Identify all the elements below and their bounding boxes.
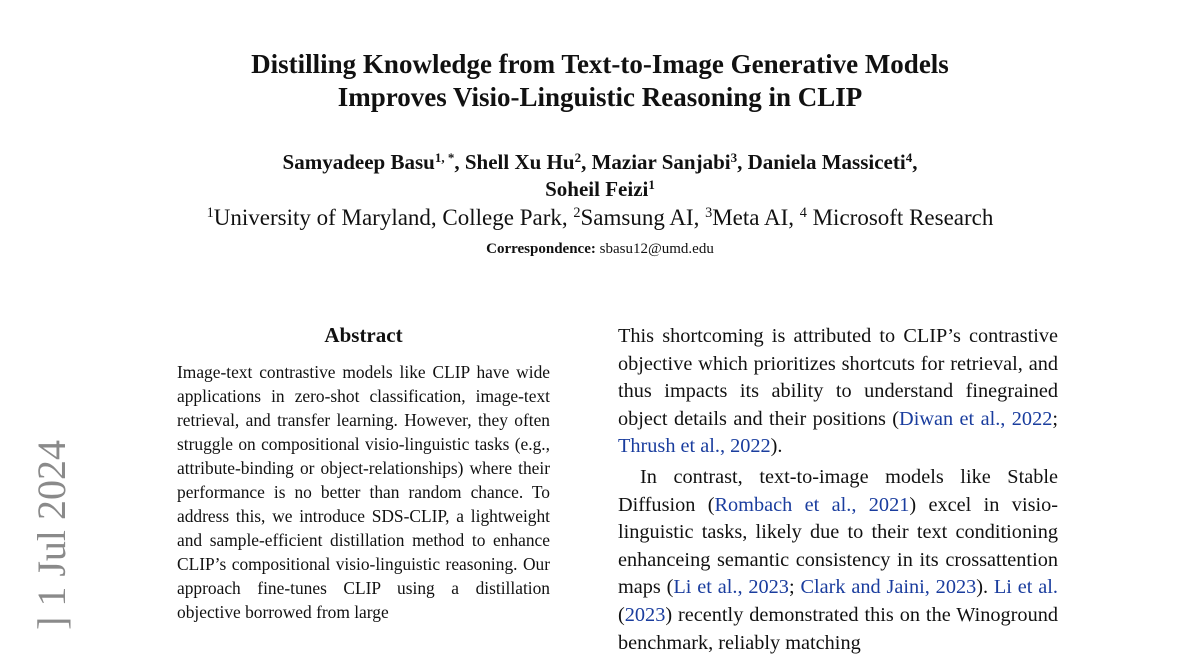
paragraph	[618, 323, 1058, 461]
paragraph-text: ) recently demonstrated this on the Winoground benchmark, reliably matching	[618, 603, 1058, 654]
paragraph-text: In contrast, text-to-image models like Stable Diffusion (	[618, 465, 1058, 516]
author-line-1: Samyadeep Basu$^{1, *}$, Shell Xu Hu$^2$, Maziar Sanjabi$^3$, Daniela Massiceti$^4$,	[282, 149, 918, 174]
paper-title	[0, 48, 1200, 114]
paragraph-text: ).	[770, 435, 783, 458]
affiliation-mark: 1	[206, 205, 214, 222]
affiliation-text: Meta AI,	[712, 205, 800, 230]
title-line-1: Distilling Knowledge from Text-to-Image Generative Models	[251, 49, 949, 79]
citation-link[interactable]: Li et al.	[993, 576, 1058, 599]
author-line-2	[0, 176, 1200, 203]
affiliation-mark: 3	[705, 205, 713, 222]
correspondence-label: Correspondence:	[486, 241, 596, 257]
author-affiliation-mark: 1	[648, 176, 655, 192]
correspondence	[0, 239, 1200, 259]
paragraph-text: (	[618, 603, 625, 626]
title-line-2: Improves Visio-Linguistic Reasoning in CLIP	[337, 82, 863, 112]
affiliation-mark: 2	[573, 205, 581, 222]
affiliation-text: Samsung AI,	[580, 205, 706, 230]
author-affiliation-mark: 2	[574, 149, 582, 165]
affiliation-mark: 4	[799, 205, 807, 222]
affiliation-text: University of Maryland, College Park,	[213, 205, 574, 230]
introduction-column	[618, 323, 1058, 657]
author-affiliation-mark: 3	[730, 149, 738, 165]
affiliation-text: Microsoft Research	[806, 205, 994, 230]
arxiv-stamp: ] 1 Jul 2024	[29, 440, 74, 630]
affiliations	[0, 204, 1200, 232]
citation-link[interactable]: Rombach et al., 2021	[714, 493, 910, 516]
author-affiliation-mark: 4	[905, 149, 913, 165]
author-name: Samyadeep Basu	[282, 150, 435, 174]
author-name: Shell Xu Hu	[464, 150, 575, 174]
paragraph-text: ).	[976, 576, 994, 599]
author-list	[0, 149, 1200, 203]
citation-link[interactable]: Clark and Jaini, 2023	[800, 576, 977, 599]
author-name: Soheil Feizi	[545, 177, 649, 201]
citation-link[interactable]: 2023	[624, 603, 666, 626]
paragraph-text: ;	[788, 576, 801, 599]
author-affiliation-mark: 1, *	[434, 149, 455, 165]
abstract-body: Image-text contrastive models like CLIP have wide applications in zero-shot classification, image-text retrieval, and transfer learning. However, they often struggle on compositional visio-linguistic tasks (e.g., attribute-binding or object-relationships) where their performance is no better than random chance. To address this, we introduce SDS-CLIP, a lightweight and sample-efficient distillation method to enhance CLIP’s compositional visio-linguistic reasoning. Our approach fine-tunes CLIP using a distillation objective borrowed from large	[177, 362, 550, 622]
paragraph-text: ;	[1052, 407, 1058, 430]
author-name: Daniela Massiceti	[747, 150, 906, 174]
paragraph-text: This shortcoming is attributed to CLIP’s contrastive objective which prioritizes shortcuts for retrieval, and thus impacts its ability to understand finegrained object details and their positions (	[618, 325, 1058, 430]
paragraph	[618, 464, 1058, 657]
author-name: Maziar Sanjabi	[591, 150, 731, 174]
citation-link[interactable]: Diwan et al., 2022	[899, 407, 1053, 430]
paragraph-text: ) excel in visiolinguistic tasks, likely due to their text conditioning enhanceing semantic consistency in its crossattention maps (	[618, 493, 1059, 599]
citation-link[interactable]: Thrush et al., 2022	[618, 435, 771, 458]
abstract-heading: Abstract	[324, 323, 403, 347]
correspondence-email: sbasu12@umd.edu	[599, 241, 714, 257]
citation-link[interactable]: Li et al., 2023	[673, 576, 789, 599]
